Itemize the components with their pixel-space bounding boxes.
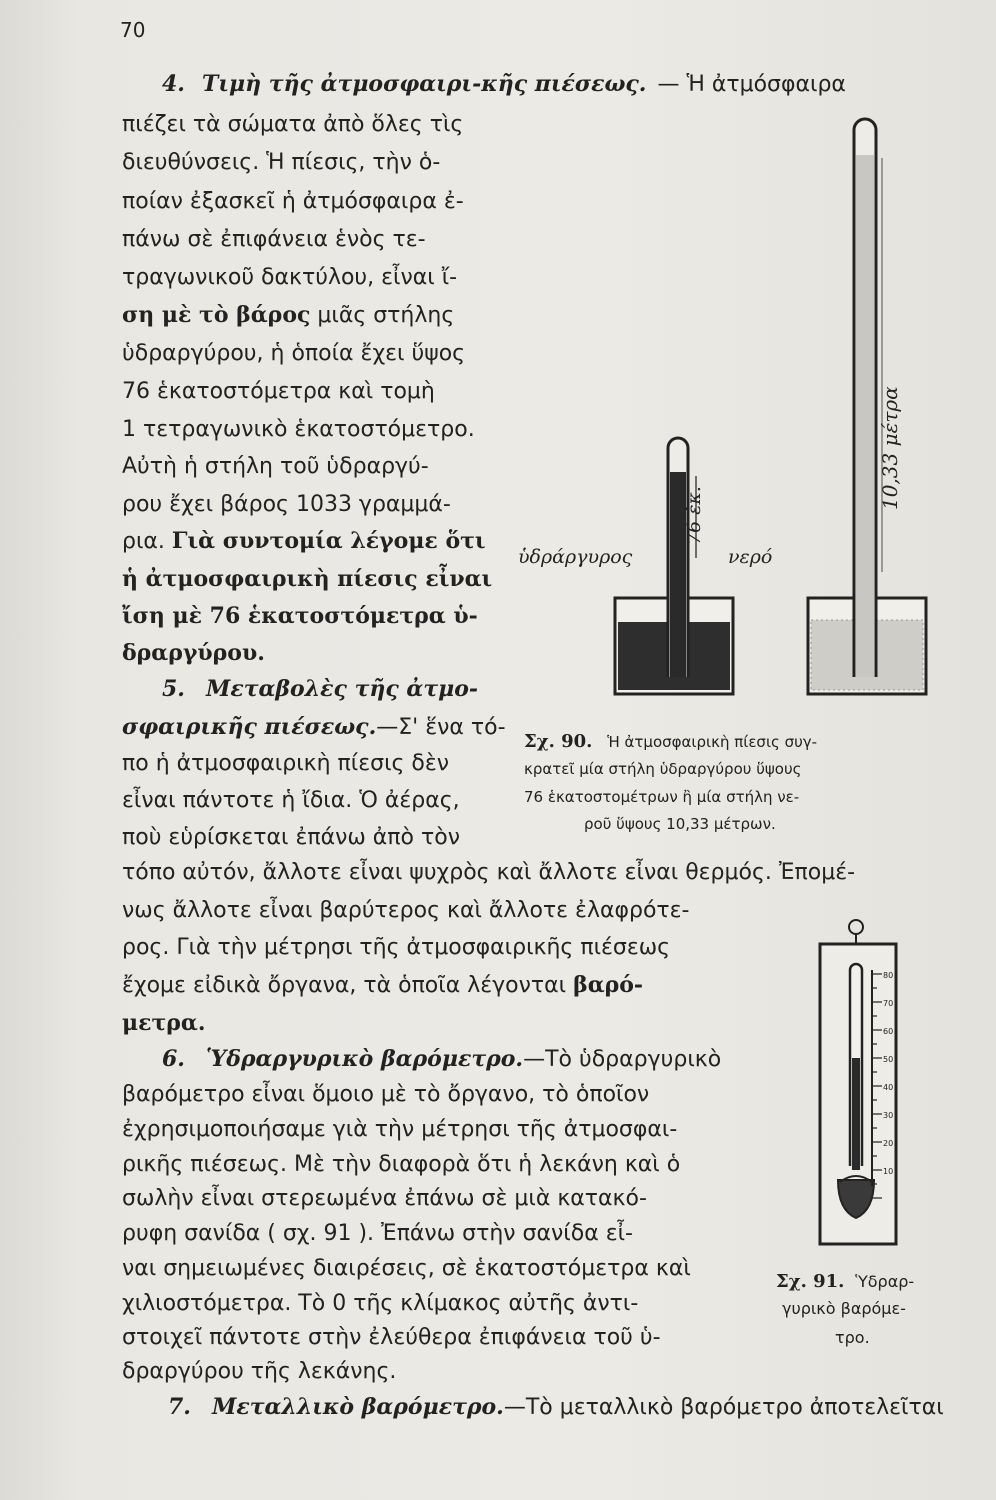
bold-line: δραργύρου. [122, 640, 265, 666]
section-5-title-2: σφαιρικῆς πιέσεως. [122, 714, 377, 740]
figure-91-caption-line: γυρικὸ βαρόμε- [782, 1299, 906, 1318]
figure-91-mercury-barometer [810, 918, 910, 1258]
bold-phrase: ση μὲ τὸ βάρος [122, 302, 311, 328]
section-7-heading [168, 1396, 944, 1419]
section-7-title: Μεταλλικὸ βαρόμετρο. [211, 1394, 504, 1420]
figure-90-caption-line: κρατεῖ μία στήλη ὑδραργύρου ὕψους [524, 760, 802, 778]
figure-90-caption-text: Ἡ ἀτμοσφαιρικὴ πίεσις συγ- [607, 733, 818, 751]
text-line: πάνω σὲ ἐπιφάνεια ἑνὸς τε- [122, 227, 426, 252]
section-7-lead: —Τὸ μεταλλικὸ βαρόμετρο ἀποτελεῖται [503, 1395, 944, 1420]
scale-label: 10 [883, 1167, 894, 1176]
bold-line: ἡ ἀτμοσφαιρικὴ πίεσις εἶναι [122, 566, 493, 592]
text-span: ρια. [122, 529, 172, 554]
text-line: στοιχεῖ πάντοτε στὴν ἐλεύθερα ἐπιφάνεια τοῦ ὑ- [122, 1325, 661, 1350]
text-line: ὑδραργύρου, ἡ ὁποία ἔχει ὕψος [122, 341, 466, 366]
figure-90-caption-line-1 [524, 733, 817, 751]
section-5-heading [162, 678, 478, 701]
section-4-heading [162, 73, 846, 96]
text-line: ρυφη σανίδα ( σχ. 91 ). Ἐπάνω στὴν σανίδα εἶ- [122, 1221, 633, 1246]
scale-label: 70 [883, 999, 894, 1008]
figure-91-caption-number: Σχ. 91. [776, 1271, 845, 1292]
text-line [122, 530, 486, 553]
bold-phrase: βαρό- [573, 972, 644, 998]
bold-line: μετρα. [122, 1010, 206, 1036]
text-line: ρος. Γιὰ τὴν μέτρησι τῆς ἀτμοσφαιρικῆς πιέσεως [122, 935, 671, 960]
page-number: 70 [120, 18, 146, 42]
section-6-title: Ὑδραργυρικὸ βαρόμετρο. [205, 1046, 524, 1072]
text-line: ἐχρησιμοποιήσαμε γιὰ τὴν μέτρησι τῆς ἀτμοσφαι- [122, 1117, 678, 1142]
label-76-cm: 76 ἑκ. [683, 486, 705, 545]
figure-90-caption-number: Σχ. 90. [524, 731, 593, 752]
text-line: χιλιοστόμετρα. Τὸ 0 τῆς κλίμακος αὐτῆς ἀντι- [122, 1291, 639, 1316]
text-line: ναι σημειωμένες διαιρέσεις, σὲ ἑκατοστόμετρα καὶ [122, 1256, 691, 1281]
section-6-number: 6. [162, 1046, 185, 1072]
text-line [122, 974, 643, 997]
text-line: Αὐτὴ ἡ στήλη τοῦ ὑδραργύ- [122, 454, 429, 479]
mercury-apparatus [615, 438, 733, 694]
text-line: τραγωνικοῦ δακτύλου, εἶναι ἴ- [122, 265, 458, 290]
scale-label: 40 [883, 1083, 894, 1092]
text-line [122, 304, 454, 327]
figure-90-caption-line: 76 ἑκατοστομέτρων ἢ μία στήλη νε- [524, 788, 800, 806]
figure-91-caption-line-1 [776, 1273, 914, 1291]
text-line: ρου ἔχει βάρος 1033 γραμμά- [122, 492, 451, 517]
scale-label: 50 [883, 1055, 894, 1064]
text-span: μιᾶς στήλης [310, 303, 455, 328]
text-line: τόπο αὐτόν, ἄλλοτε εἶναι ψυχρὸς καὶ ἄλλοτε εἶναι θερμός. Ἐπομέ- [122, 860, 856, 885]
scale-label: 60 [883, 1027, 894, 1036]
text-line: νως ἄλλοτε εἶναι βαρύτερος καὶ ἄλλοτε ἐλαφρότε- [122, 898, 690, 923]
text-line: 76 ἑκατοστόμετρα καὶ τομὴ [122, 379, 435, 404]
text-line: πιέζει τὰ σώματα ἀπὸ ὅλες τὶς [122, 112, 464, 137]
figure-91-caption-text: Ὑδραρ- [855, 1272, 915, 1291]
scale-label: 30 [883, 1111, 894, 1120]
section-4-title: Τιμὴ τῆς ἀτμοσφαιρι-κῆς πιέσεως. [201, 71, 647, 97]
label-10-33-m: 10,33 μέτρα [878, 386, 902, 510]
text-line: εἶναι πάντοτε ἡ ἴδια. Ὁ ἀέρας, [122, 788, 460, 813]
bold-phrase: Γιὰ συντομία λέγομε ὅτι [171, 528, 486, 554]
text-line: δραργύρου τῆς λεκάνης. [122, 1359, 397, 1384]
figure-91-caption-line: τρο. [835, 1328, 870, 1347]
text-span: ἔχομε εἰδικὰ ὄργανα, τὰ ὁποῖα λέγονται [122, 973, 574, 998]
text-line: βαρόμετρο εἶναι ὅμοιο μὲ τὸ ὄργανο, τὸ ὁποῖον [122, 1082, 650, 1107]
text-line: πο ἡ ἀτμοσφαιρικὴ πίεσις δὲν [122, 751, 450, 776]
section-7-number: 7. [168, 1394, 191, 1420]
text-line: ποὺ εὑρίσκεται ἐπάνω ἀπὸ τὸν [122, 825, 460, 850]
section-5-number: 5. [162, 676, 185, 702]
scale-label: 20 [883, 1139, 894, 1148]
text-line: 1 τετραγωνικὸ ἑκατοστόμετρο. [122, 417, 475, 442]
scale-label: 80 [883, 971, 894, 980]
text-line: ρικῆς πιέσεως. Μὲ τὴν διαφορὰ ὅτι ἡ λεκάνη καὶ ὁ [122, 1152, 681, 1177]
water-apparatus [808, 119, 926, 694]
section-4-lead: — Ἡ ἀτμόσφαιρα [657, 72, 846, 97]
text-line: ποίαν ἐξασκεῖ ἡ ἀτμόσφαιρα ἐ- [122, 189, 464, 214]
figure-90-caption-line: ροῦ ὕψους 10,33 μέτρων. [584, 815, 776, 833]
text-line: σωλὴν εἶναι στερεωμένα ἐπάνω σὲ μιὰ κατακό- [122, 1186, 647, 1211]
section-6-heading [162, 1048, 721, 1071]
barometer-mercury-column [852, 1058, 860, 1170]
label-mercury: ὑδράργυρος [518, 546, 633, 568]
bold-line: ἴση μὲ 76 ἑκατοστόμετρα ὑ- [122, 603, 478, 629]
label-water: νερό [728, 546, 773, 568]
hanging-ring [849, 920, 863, 934]
section-5-title-1: Μεταβολὲς τῆς ἀτμο- [205, 676, 479, 702]
water-column [856, 155, 874, 677]
text-line: διευθύνσεις. Ἡ πίεσις, τὴν ὁ- [122, 150, 441, 175]
section-5-lead: —Σ' ἕνα τό- [376, 715, 506, 740]
section-4-number: 4. [162, 71, 185, 97]
section-6-lead: —Τὸ ὑδραργυρικὸ [523, 1047, 722, 1072]
text-line [122, 716, 506, 739]
